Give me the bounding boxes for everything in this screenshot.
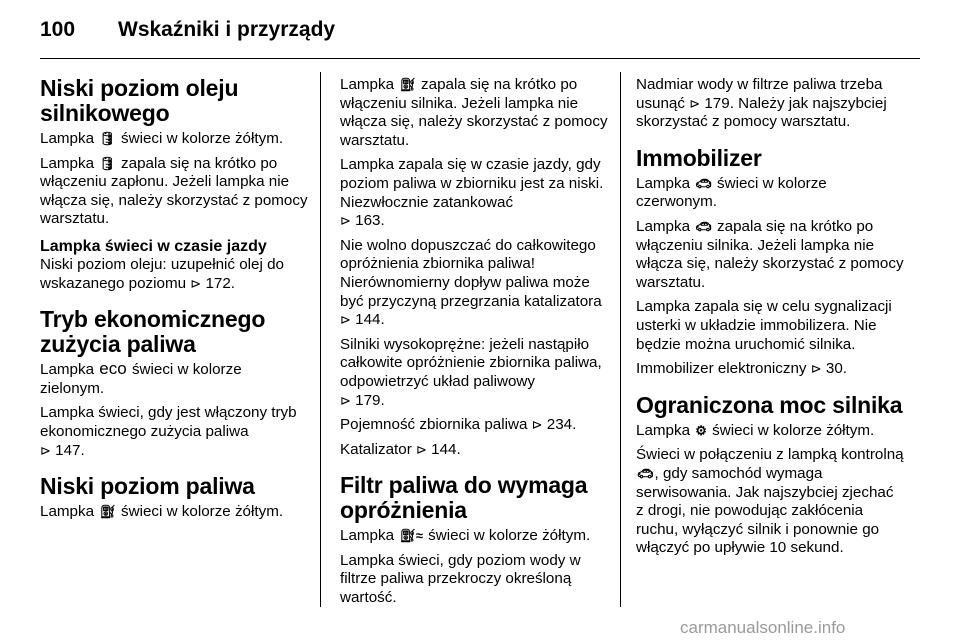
text: Katalizator <box>340 440 412 458</box>
text: zapala się na krótko po włączeniu zapłonu. Jeżeli lampka nie włącza się, należy skorzystać z pomocy warsztatu. <box>40 154 308 228</box>
page-ref: 163. <box>355 212 385 230</box>
page-ref-arrow-icon: ⊳ <box>689 95 701 111</box>
text: , gdy samochód wymaga serwisowania. Jak najszybciej zjechać z drogi, nie powodując zakłócenia ruchu, wyłączyć silnik i ponownie go włączyć po upływie 10 sekund. <box>636 464 894 557</box>
section-title-immobilizer: Immobilizer <box>636 144 762 171</box>
page-ref-arrow-icon: ⊳ <box>531 417 543 433</box>
paragraph <box>40 130 308 149</box>
fuel-pump-icon: ⛽︎ <box>99 504 116 520</box>
page-ref: 172. <box>205 274 235 292</box>
text: Lampka <box>636 217 691 235</box>
text: Lampka <box>40 154 95 172</box>
text: zapala się na krótko po włączeniu silnika. Jeżeli lampka nie włącza się, należy skorzystać z pomocy warsztatu. <box>340 76 608 149</box>
oil-can-icon: 🛢︎ <box>99 131 116 146</box>
paragraph <box>340 156 608 230</box>
column-1 <box>40 76 308 528</box>
page-ref-arrow-icon: ⊳ <box>190 275 202 291</box>
text: Lampka <box>40 361 95 379</box>
paragraph <box>340 237 608 330</box>
immobilizer-car-key-icon: 🚗︎ <box>695 175 712 191</box>
paragraph <box>340 441 608 460</box>
page-ref-arrow-icon: ⊳ <box>340 312 351 328</box>
page-ref: 234. <box>546 416 577 434</box>
service-vehicle-icon: 🚗︎ <box>637 465 654 481</box>
text: Lampka <box>40 130 95 147</box>
column-3 <box>636 76 904 564</box>
paragraph <box>340 76 608 150</box>
column-divider-2 <box>620 72 621 607</box>
text: Niski poziom oleju: uzupełnić olej do wskazanego poziomu <box>40 255 284 292</box>
text: Lampka <box>340 527 395 545</box>
paragraph: Lampka zapala się w celu sygnalizacji usterki w układzie immobilizera. Nie będzie można uruchomić silnika. <box>636 298 892 353</box>
section-title-oil: Niski poziom oleju silnikowego <box>40 75 239 126</box>
text: Pojemność zbiornika paliwa <box>340 416 528 434</box>
paragraph <box>636 76 904 132</box>
paragraph <box>40 155 308 229</box>
text: Immobilizer elektroniczny <box>636 360 807 378</box>
paragraph <box>636 360 904 379</box>
page-ref-arrow-icon: ⊳ <box>340 392 351 408</box>
paragraph <box>636 175 904 212</box>
page-number: 100 <box>40 18 76 41</box>
paragraph <box>636 218 904 292</box>
text: świeci w kolorze czerwonym. <box>636 174 827 211</box>
text: Należy jak najszybciej skorzystać z pomocy warsztatu. <box>636 94 887 131</box>
paragraph <box>636 446 904 558</box>
page-ref-arrow-icon: ⊳ <box>416 441 427 457</box>
page-title: Wskaźniki i przyrządy <box>118 18 336 41</box>
paragraph <box>40 503 308 522</box>
paragraph <box>636 422 904 441</box>
water-in-fuel-icon: ⛽︎≈ <box>399 528 423 544</box>
section-title-eco: Tryb ekonomicznego zużycia paliwa <box>40 306 266 358</box>
eco-icon: eco <box>99 359 127 379</box>
text: Lampka <box>40 503 95 521</box>
oil-can-icon: 🛢︎ <box>99 155 116 171</box>
text: Nie wolno dopuszczać do całkowitego opróżnienia zbiornika paliwa! Nierównomierny dopływ paliwa może być przyczyną przegrzania katalizatora <box>340 236 602 310</box>
page-ref-arrow-icon: ⊳ <box>810 361 822 377</box>
reduced-power-icon: ⚙︎ <box>695 422 707 438</box>
paragraph <box>40 361 308 398</box>
text: Nadmiar wody w filtrze paliwa trzeba usunąć <box>636 76 883 112</box>
text: świeci w kolorze żółtym. <box>712 421 875 439</box>
paragraph <box>340 527 608 546</box>
header-rule <box>40 58 920 59</box>
watermark: carmanualsonline.info <box>680 618 846 637</box>
section-title-fuel: Niski poziom paliwa <box>40 473 255 500</box>
text: świeci w kolorze żółtym. <box>121 503 284 521</box>
section-title-filter: Filtr paliwa do wymaga opróżnienia <box>340 472 588 524</box>
page-ref: 179. <box>355 391 385 409</box>
page-ref: 144. <box>355 311 385 329</box>
text: Lampka <box>636 421 691 439</box>
page-ref-arrow-icon: ⊳ <box>40 442 51 458</box>
paragraph <box>40 256 308 293</box>
page-ref-arrow-icon: ⊳ <box>340 213 351 229</box>
text: Świeci w połączeniu z lampką kontrolną <box>636 446 904 464</box>
column-divider-1 <box>320 72 321 607</box>
page-ref: 144. <box>431 440 461 458</box>
text: świeci w kolorze żółtym. <box>428 527 591 545</box>
text: świeci w kolorze zielonym. <box>40 361 242 397</box>
text: Lampka zapala się w czasie jazdy, gdy poziom paliwa w zbiorniku jest za niski. Niezwłocznie zatankować <box>340 156 604 211</box>
page-ref: 147. <box>55 441 85 459</box>
text: zapala się na krótko po włączeniu silnika. Jeżeli lampka nie włącza się, należy skorzystać z pomocy warsztatu. <box>636 217 904 291</box>
page-ref: 30. <box>825 360 847 378</box>
text: Silniki wysokoprężne: jeżeli nastąpiło całkowite opróżnienie zbiornika paliwa, odpowietrzyć układ paliwowy <box>340 335 602 390</box>
paragraph: Lampka świeci, gdy poziom wody w filtrze paliwa przekroczy określoną wartość. <box>340 551 581 607</box>
column-2 <box>340 76 608 614</box>
text: świeci w kolorze żółtym. <box>121 130 284 147</box>
subsection-title: Lampka świeci w czasie jazdy <box>40 237 267 255</box>
paragraph <box>340 336 608 410</box>
section-title-power: Ograniczona moc silnika <box>636 391 903 418</box>
page-ref: 179. <box>704 94 734 112</box>
paragraph <box>340 416 608 435</box>
text: Lampka świeci, gdy jest włączony tryb ekonomicznego zużycia paliwa <box>40 404 297 440</box>
text: Lampka <box>340 76 395 93</box>
immobilizer-car-key-icon: 🚗︎ <box>695 218 712 234</box>
fuel-pump-icon: ⛽︎ <box>399 77 416 92</box>
paragraph <box>40 404 308 460</box>
text: Lampka <box>636 174 691 192</box>
